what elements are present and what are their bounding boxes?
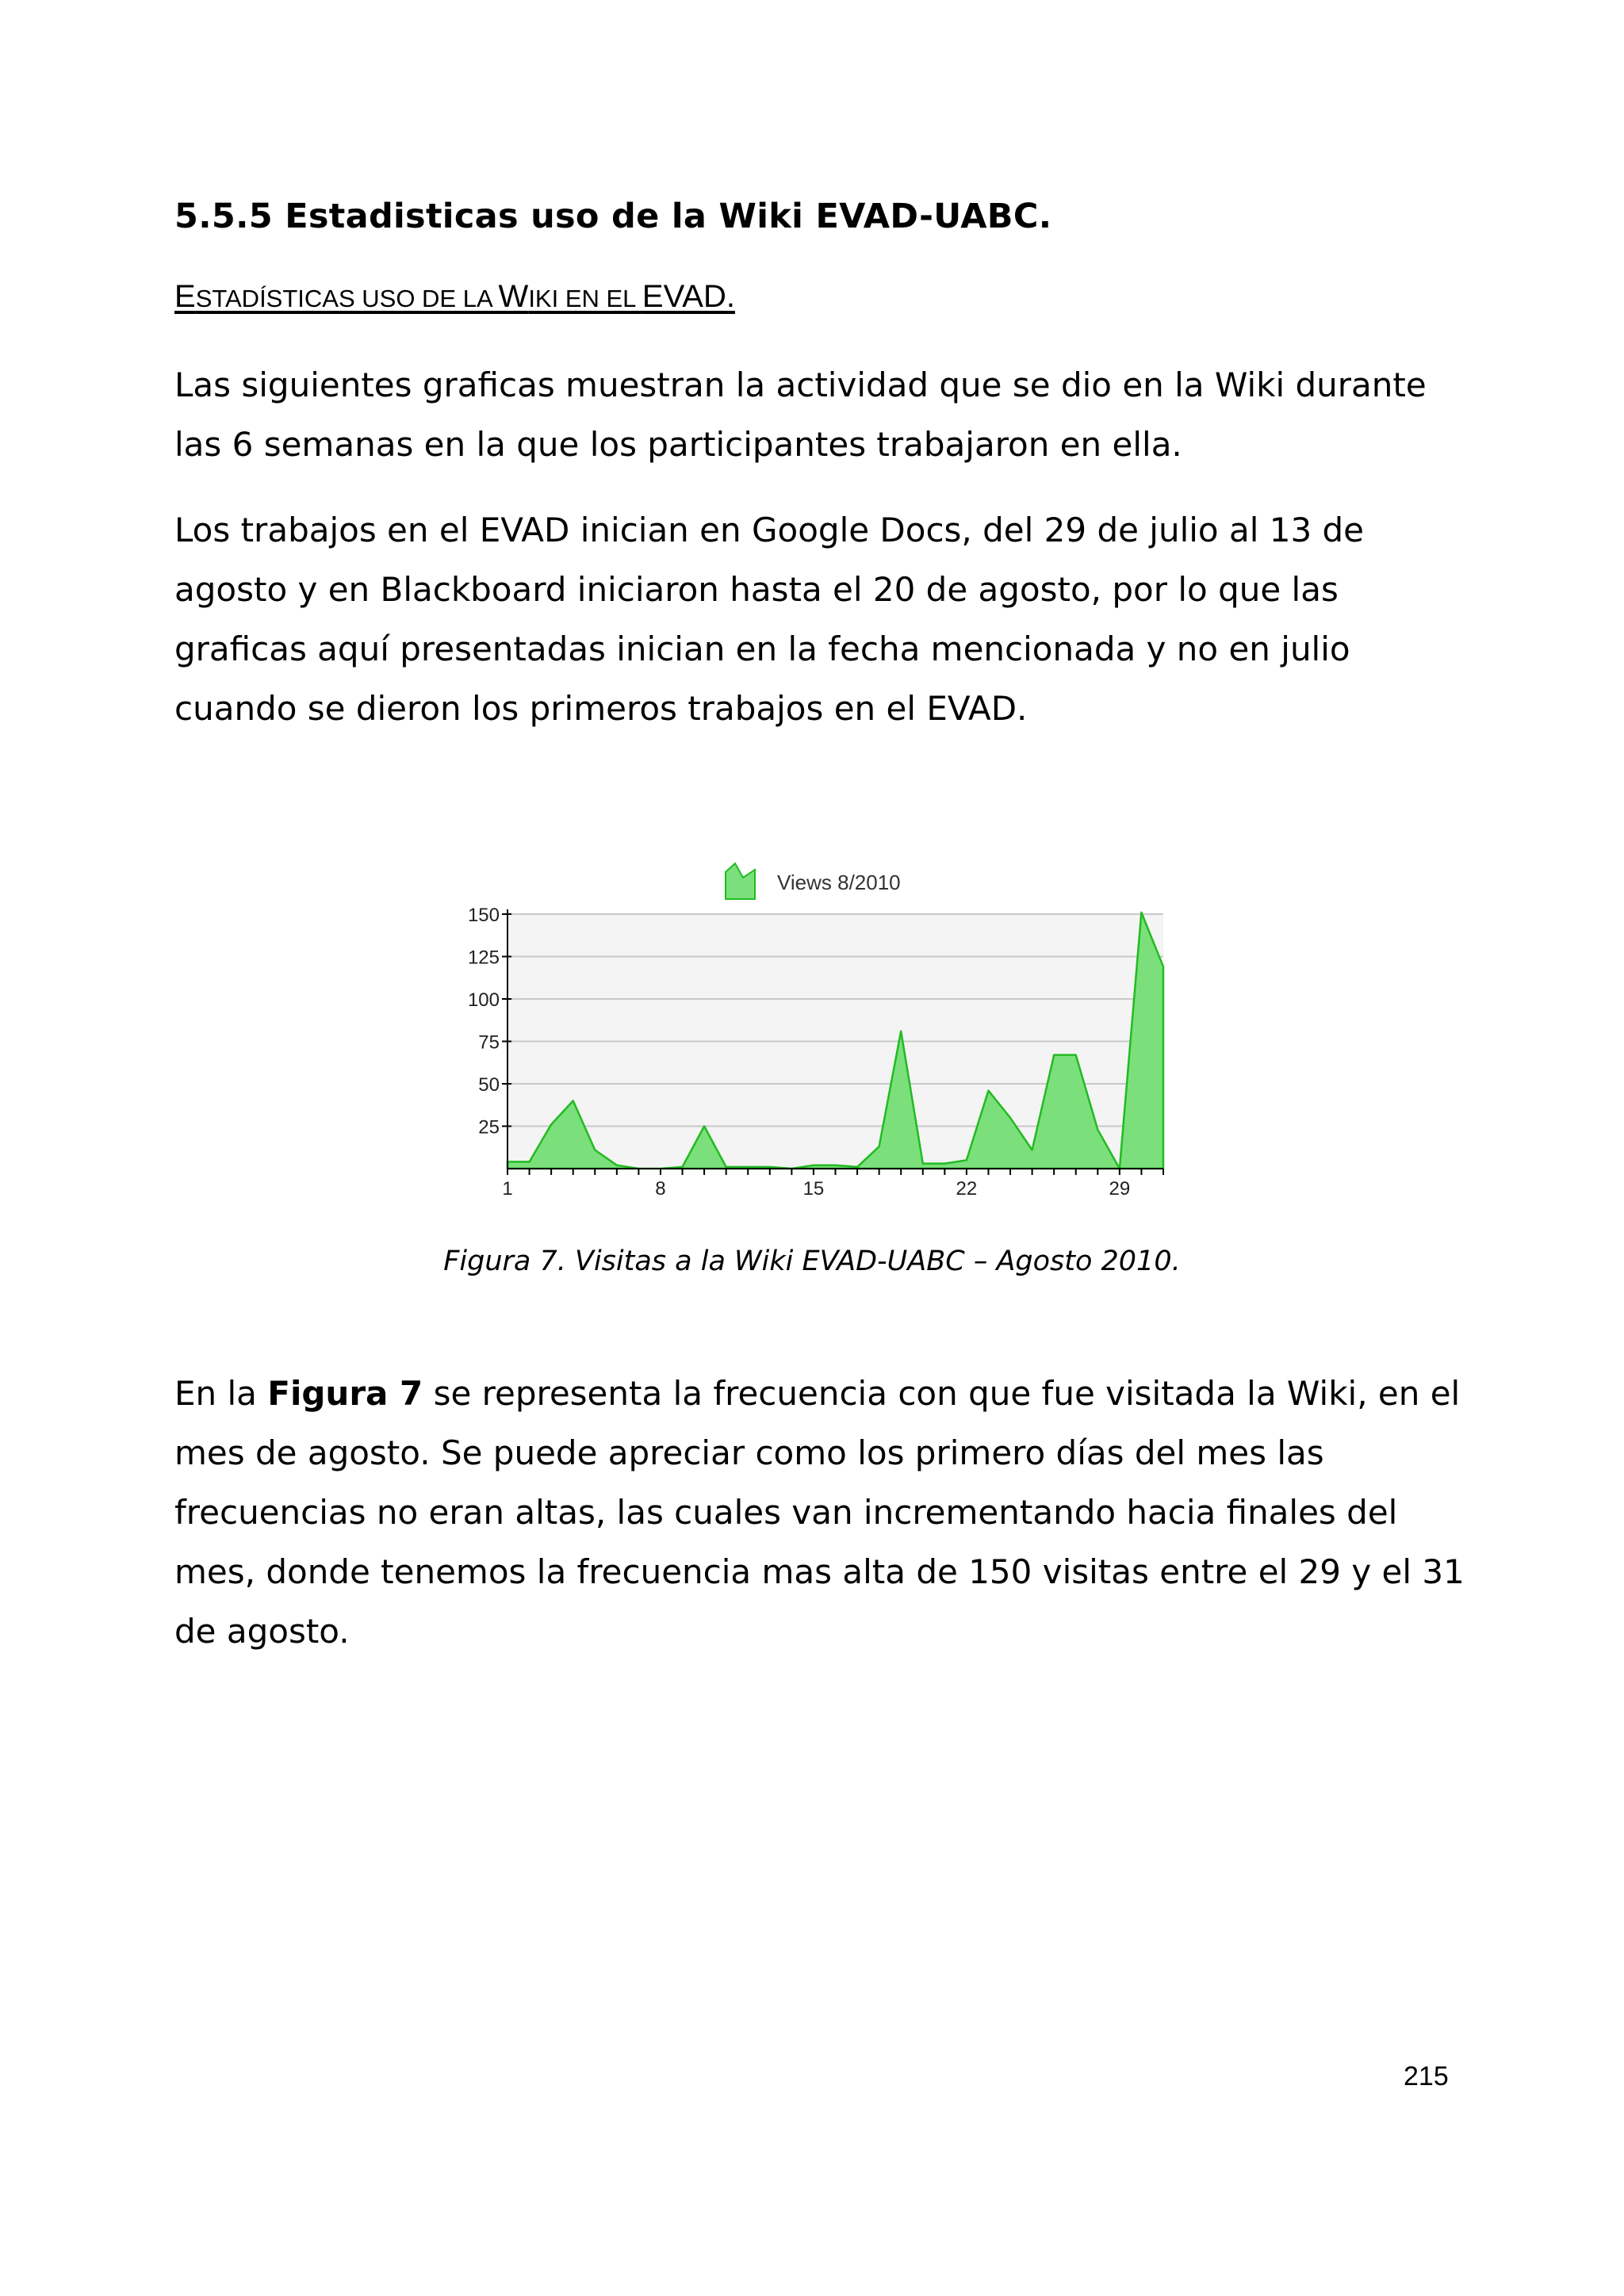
y-tick-label: 100	[467, 989, 500, 1011]
subsection-part: IKI EN EL	[528, 285, 642, 312]
legend	[726, 863, 901, 899]
figure-caption: Figura 7. Visitas a la Wiki EVAD-UABC – Agosto 2010.	[443, 1246, 1181, 1277]
y-tick-label: 150	[467, 905, 500, 926]
paragraph-text: En la	[174, 1374, 268, 1413]
subsection-part: W	[498, 279, 529, 314]
y-tick-label: 75	[478, 1031, 500, 1054]
paragraph-line: de agosto.	[174, 1612, 350, 1651]
subsection-part: STADÍSTICAS USO DE LA	[195, 285, 499, 312]
legend-label: Views 8/2010	[777, 871, 901, 894]
y-tick-label: 125	[467, 947, 500, 969]
paragraph-line: graficas aquí presentadas inician en la fecha mencionada y no en julio	[174, 629, 1350, 668]
views-chart-svg	[444, 860, 1174, 1209]
paragraph-text: se representa la frecuencia con que fue visitada la Wiki, en el	[423, 1374, 1461, 1413]
paragraph-line: agosto y en Blackboard iniciaron hasta el 20 de agosto, por lo que las	[174, 570, 1339, 609]
paragraph-line: mes de agosto. Se puede apreciar como los primero días del mes las	[174, 1433, 1324, 1472]
paragraph-analysis	[174, 1364, 1475, 1661]
paragraph-intro	[174, 355, 1475, 474]
x-tick-label: 15	[802, 1178, 825, 1200]
subsection-part: EVAD.	[642, 279, 735, 314]
figure-reference: Figura 7	[267, 1374, 423, 1413]
paragraph-line: las 6 semanas en la que los participantes trabajaron en ella.	[174, 425, 1182, 464]
x-tick-label: 29	[1109, 1178, 1131, 1200]
paragraph-line: frecuencias no eran altas, las cuales van incrementando hacia finales del	[174, 1493, 1398, 1532]
paragraph-line: mes, donde tenemos la frecuencia mas alta de 150 visitas entre el 29 y el 31	[174, 1552, 1465, 1591]
subsection-title	[174, 279, 735, 315]
y-tick-label: 25	[478, 1116, 500, 1138]
paragraph-line: Los trabajos en el EVAD inician en Google Docs, del 29 de julio al 13 de	[174, 511, 1365, 549]
y-tick-label: 50	[478, 1074, 500, 1096]
views-chart	[444, 860, 1174, 1209]
x-tick-label: 22	[956, 1178, 978, 1200]
paragraph-line	[174, 1364, 1475, 1423]
section-title: 5.5.5 Estadisticas uso de la Wiki EVAD-UABC.	[174, 197, 1052, 236]
legend-swatch	[726, 863, 755, 899]
x-tick-label: 8	[655, 1178, 666, 1200]
x-tick-label: 1	[502, 1178, 513, 1200]
page-number: 215	[1404, 2061, 1449, 2091]
paragraph-line: cuando se dieron los primeros trabajos en el EVAD.	[174, 689, 1028, 728]
paragraph-context	[174, 500, 1475, 738]
paragraph-line: Las siguientes graficas muestran la actividad que se dio en la Wiki durante	[174, 365, 1427, 404]
subsection-part: E	[174, 279, 196, 314]
